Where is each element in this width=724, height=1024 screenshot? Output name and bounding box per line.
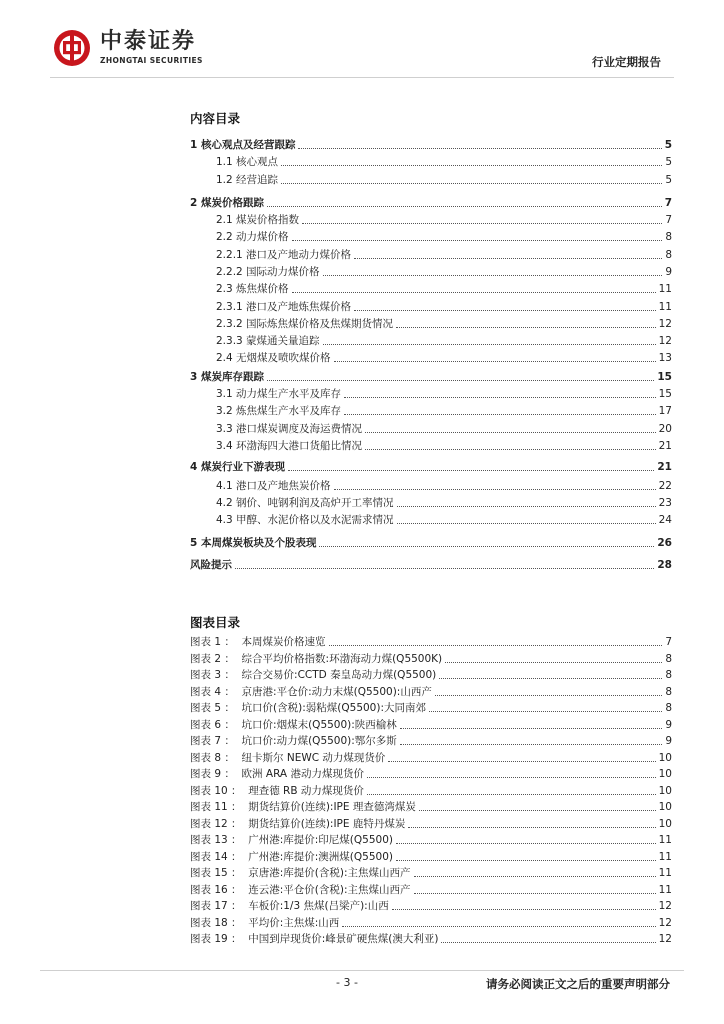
figure-title: 中国到岸现货价:峰景矿硬焦煤(澳大利亚) [248, 933, 439, 945]
figure-title: 纽卡斯尔 NEWC 动力煤现货价 [241, 751, 386, 764]
dot-leader [396, 327, 656, 328]
dot-leader [435, 695, 662, 696]
dot-leader [344, 397, 656, 398]
figure-entry[interactable] [190, 815, 672, 831]
dot-leader [397, 506, 656, 507]
toc-subsection-entry[interactable] [190, 332, 672, 348]
toc-subsection-entry[interactable] [190, 153, 672, 169]
figure-title: 期货结算价(连续):IPE 鹿特丹煤炭 [248, 817, 406, 830]
figure-title: 京唐港:库提价(含税):主焦煤山西产 [248, 867, 411, 879]
toc-entry-page: 11 [658, 301, 672, 313]
dot-leader [342, 926, 655, 927]
figure-entry[interactable] [190, 749, 672, 765]
toc-entry-label: 3.1 动力煤生产水平及库存 [216, 388, 342, 400]
figure-page: 10 [658, 784, 672, 797]
figure-page: 11 [658, 850, 672, 863]
figure-entry[interactable] [190, 881, 672, 897]
figure-title: 广州港:库提价:澳洲煤(Q5500) [248, 850, 393, 863]
dot-leader [354, 310, 656, 311]
dot-leader [334, 361, 656, 362]
toc-entry-label: 2.1 煤炭价格指数 [216, 214, 300, 226]
figure-separator: ： [227, 933, 249, 945]
toc-entry-page: 5 [665, 174, 672, 186]
figure-separator: ： [227, 900, 249, 912]
figure-number: 图表 4 [190, 685, 222, 698]
figure-separator: ： [227, 867, 249, 879]
figure-entry[interactable] [190, 848, 672, 864]
figure-entry[interactable] [190, 930, 672, 946]
figure-number: 图表 3 [190, 669, 222, 681]
figure-title: 平均价:主焦煤:山西 [248, 916, 340, 929]
toc-entry-page: 17 [658, 405, 672, 417]
dot-leader [367, 777, 656, 778]
toc-entry-page: 8 [665, 231, 672, 243]
figure-entry[interactable] [190, 831, 672, 847]
figure-page: 11 [658, 883, 672, 896]
dot-leader [439, 678, 662, 679]
figure-separator: ： [221, 685, 242, 698]
figure-title: 连云港:平仓价(含税):主焦煤山西产 [248, 883, 411, 896]
company-logo [52, 26, 203, 70]
figure-entry[interactable] [190, 650, 672, 666]
toc-subsection-entry[interactable] [190, 298, 672, 314]
toc-entry-page: 12 [658, 318, 672, 330]
toc-subsection-entry[interactable] [190, 211, 672, 227]
figure-title: 车板价:1/3 焦煤(吕梁产):山西 [248, 900, 389, 912]
figure-entry[interactable] [190, 716, 672, 732]
brand-name-cn: 中泰证券 [100, 29, 197, 54]
dot-leader [292, 240, 663, 241]
toc-section-entry[interactable] [190, 556, 672, 572]
figure-page: 11 [658, 867, 672, 879]
figure-number: 图表 18 [190, 916, 228, 929]
figure-separator: ： [221, 768, 242, 780]
figure-title: 理查德 RB 动力煤现货价 [248, 784, 364, 797]
figure-page: 10 [658, 751, 672, 764]
dot-leader [267, 380, 654, 381]
dot-leader [323, 344, 656, 345]
figure-separator: ： [221, 735, 242, 747]
figure-number: 图表 8 [190, 751, 222, 764]
figure-page: 8 [665, 685, 672, 698]
toc-title: 内容目录 [190, 111, 241, 126]
dot-leader [397, 523, 656, 524]
figure-title: 坑口价(含税):弱粘煤(Q5500):大同南郊 [241, 702, 426, 714]
dot-leader [354, 258, 662, 259]
page-number: - 3 - [336, 976, 358, 989]
toc-subsection-entry[interactable] [190, 349, 672, 365]
figure-separator: ： [221, 636, 242, 648]
toc-subsection-entry[interactable] [190, 437, 672, 453]
dot-leader [400, 728, 663, 729]
toc-subsection-entry[interactable] [190, 420, 672, 436]
toc-entry-page: 9 [665, 266, 672, 278]
dot-leader [298, 148, 661, 149]
toc-entry-label: 2.3.1 港口及产地炼焦煤价格 [216, 301, 352, 313]
toc-entry-page: 23 [658, 497, 672, 509]
toc-entry-label: 风险提示 [190, 559, 232, 571]
dot-leader [334, 489, 656, 490]
dot-leader [235, 568, 654, 569]
figure-title: 坑口价:烟煤末(Q5500):陕西榆林 [241, 718, 397, 731]
dot-leader [344, 414, 656, 415]
toc-subsection-entry[interactable] [190, 280, 672, 296]
figure-title: 综合交易价:CCTD 秦皇岛动力煤(Q5500) [241, 669, 437, 681]
figure-separator: ： [227, 834, 249, 846]
figure-title: 广州港:库提价:印尼煤(Q5500) [248, 834, 393, 846]
toc-subsection-entry[interactable] [190, 385, 672, 401]
figure-number: 图表 2 [190, 652, 222, 665]
figure-title: 坑口价:动力煤(Q5500):鄂尔多斯 [241, 735, 397, 747]
toc-section-entry[interactable] [190, 136, 672, 152]
toc-entry-page: 12 [658, 335, 672, 347]
figure-entry[interactable] [190, 798, 672, 814]
toc-entry-label: 1 核心观点及经营跟踪 [190, 139, 296, 151]
dot-leader [319, 546, 654, 547]
figure-entry[interactable] [190, 864, 672, 880]
toc-entry-label: 4.2 钢价、吨钢利润及高炉开工率情况 [216, 497, 394, 509]
toc-entry-label: 3.2 炼焦煤生产水平及库存 [216, 405, 342, 417]
figure-title: 本周煤炭价格速览 [241, 636, 326, 648]
figure-entry[interactable] [190, 666, 672, 682]
toc-entry-label: 1.2 经营追踪 [216, 174, 279, 186]
figure-page: 9 [665, 735, 672, 747]
figure-title: 欧洲 ARA 港动力煤现货价 [241, 768, 364, 780]
toc-entry-label: 3 煤炭库存跟踪 [190, 371, 264, 383]
figure-page: 10 [658, 801, 672, 813]
toc-entry-label: 2.3 炼焦煤价格 [216, 283, 289, 295]
figure-page: 9 [665, 718, 672, 731]
figure-entry[interactable] [190, 633, 672, 649]
figure-page: 8 [665, 702, 672, 714]
toc-entry-page: 13 [658, 352, 672, 364]
figure-number: 图表 17 [190, 900, 228, 912]
toc-entry-label: 2.2 动力煤价格 [216, 231, 289, 243]
toc-entry-label: 4 煤炭行业下游表现 [190, 461, 285, 473]
dot-leader [419, 810, 656, 811]
figure-number: 图表 5 [190, 702, 222, 714]
toc-entry-label: 4.1 港口及产地焦炭价格 [216, 480, 331, 492]
figure-separator: ： [221, 652, 242, 665]
dot-leader [365, 432, 656, 433]
figure-entry[interactable] [190, 897, 672, 913]
toc-entry-page: 24 [658, 514, 672, 526]
toc-entry-label: 2 煤炭价格跟踪 [190, 197, 264, 209]
figure-page: 10 [658, 768, 672, 780]
toc-entry-page: 15 [658, 388, 672, 400]
dot-leader [445, 662, 662, 663]
figure-number: 图表 15 [190, 867, 228, 879]
figure-title: 京唐港:平仓价:动力末煤(Q5500):山西产 [241, 685, 432, 698]
toc-subsection-entry[interactable] [190, 477, 672, 493]
figure-number: 图表 7 [190, 735, 222, 747]
figure-number: 图表 16 [190, 883, 228, 896]
dot-leader [429, 711, 662, 712]
toc-section-entry[interactable] [190, 368, 672, 384]
figure-separator: ： [227, 784, 249, 797]
figure-number: 图表 19 [190, 933, 228, 945]
dot-leader [292, 292, 656, 293]
report-type: 行业定期报告 [592, 55, 661, 69]
toc-subsection-entry[interactable] [190, 228, 672, 244]
figure-entry[interactable] [190, 699, 672, 715]
toc-entry-label: 1.1 核心观点 [216, 156, 279, 168]
figure-separator: ： [221, 669, 242, 681]
dot-leader [281, 183, 662, 184]
toc-entry-page: 7 [664, 197, 672, 209]
toc-entry-label: 3.3 港口煤炭调度及海运费情况 [216, 423, 363, 435]
figure-number: 图表 11 [190, 801, 228, 813]
figure-number: 图表 9 [190, 768, 222, 780]
figure-separator: ： [227, 850, 249, 863]
toc-entry-page: 21 [658, 440, 672, 452]
figure-entry[interactable] [190, 914, 672, 930]
dot-leader [388, 761, 655, 762]
toc-subsection-entry[interactable] [190, 402, 672, 418]
figure-number: 图表 10 [190, 784, 228, 797]
toc-entry-page: 22 [658, 480, 672, 492]
toc-entry-page: 8 [665, 249, 672, 261]
figure-separator: ： [221, 751, 242, 764]
figure-separator: ： [227, 801, 249, 813]
figure-separator: ： [227, 883, 249, 896]
disclaimer-note: 请务必阅读正文之后的重要声明部分 [486, 977, 670, 991]
toc-entry-page: 26 [657, 537, 672, 549]
header-divider [50, 77, 674, 78]
figure-page: 12 [658, 916, 672, 929]
toc-entry-page: 21 [657, 461, 672, 473]
figure-page: 12 [658, 933, 672, 945]
dot-leader [281, 165, 662, 166]
dot-leader [367, 794, 656, 795]
toc-entry-label: 5 本周煤炭板块及个股表现 [190, 537, 317, 549]
toc-subsection-entry[interactable] [190, 171, 672, 187]
dot-leader [365, 449, 656, 450]
toc-entry-page: 5 [664, 139, 672, 151]
brand-name-en: ZHONGTAI SECURITIES [100, 56, 203, 65]
toc-subsection-entry[interactable] [190, 511, 672, 527]
toc-subsection-entry[interactable] [190, 263, 672, 279]
figure-number: 图表 6 [190, 718, 222, 731]
dot-leader [396, 843, 656, 844]
toc-entry-label: 4.3 甲醇、水泥价格以及水泥需求情况 [216, 514, 394, 526]
figure-page: 11 [658, 834, 672, 846]
dot-leader [408, 827, 655, 828]
dot-leader [323, 275, 663, 276]
figure-page: 8 [665, 669, 672, 681]
dot-leader [400, 744, 663, 745]
figure-page: 7 [665, 636, 672, 648]
toc-section-entry[interactable] [190, 458, 672, 474]
figure-number: 图表 13 [190, 834, 228, 846]
toc-entry-page: 5 [665, 156, 672, 168]
toc-entry-label: 3.4 环渤海四大港口货船比情况 [216, 440, 363, 452]
dot-leader [329, 645, 663, 646]
toc-entry-page: 15 [657, 371, 672, 383]
figure-separator: ： [221, 702, 242, 714]
toc-subsection-entry[interactable] [190, 315, 672, 331]
toc-section-entry[interactable] [190, 534, 672, 550]
toc-entry-label: 2.3.2 国际炼焦煤价格及焦煤期货情况 [216, 318, 394, 330]
figure-number: 图表 14 [190, 850, 228, 863]
figure-page: 12 [658, 900, 672, 912]
toc-subsection-entry[interactable] [190, 494, 672, 510]
figure-title: 综合平均价格指数:环渤海动力煤(Q5500K) [241, 652, 443, 665]
figure-entry[interactable] [190, 683, 672, 699]
toc-entry-label: 2.4 无烟煤及喷吹煤价格 [216, 352, 331, 364]
figure-number: 图表 1 [190, 636, 222, 648]
toc-entry-label: 2.2.2 国际动力煤价格 [216, 266, 320, 278]
figure-separator: ： [227, 817, 249, 830]
figure-number: 图表 12 [190, 817, 228, 830]
dot-leader [288, 470, 654, 471]
footer-divider [40, 970, 684, 971]
figure-entry[interactable] [190, 765, 672, 781]
dot-leader [441, 942, 655, 943]
dot-leader [302, 223, 662, 224]
dot-leader [396, 860, 656, 861]
figure-title: 期货结算价(连续):IPE 理查德湾煤炭 [248, 801, 416, 813]
toc-section-entry[interactable] [190, 194, 672, 210]
figure-entry[interactable] [190, 732, 672, 748]
toc-entry-label: 2.3.3 蒙煤通关量追踪 [216, 335, 320, 347]
dot-leader [267, 206, 662, 207]
toc-entry-label: 2.2.1 港口及产地动力煤价格 [216, 249, 352, 261]
dot-leader [392, 909, 656, 910]
figure-entry[interactable] [190, 782, 672, 798]
toc-entry-page: 28 [657, 559, 672, 571]
toc-entry-page: 11 [658, 283, 672, 295]
figure-page: 10 [658, 817, 672, 830]
zhongtai-logo-icon [52, 28, 92, 68]
dot-leader [414, 893, 656, 894]
figure-list-title: 图表目录 [190, 615, 241, 630]
toc-entry-page: 20 [658, 423, 672, 435]
figure-separator: ： [221, 718, 242, 731]
dot-leader [414, 876, 656, 877]
toc-entry-page: 7 [665, 214, 672, 226]
figure-page: 8 [665, 652, 672, 665]
toc-subsection-entry[interactable] [190, 246, 672, 262]
figure-separator: ： [227, 916, 249, 929]
